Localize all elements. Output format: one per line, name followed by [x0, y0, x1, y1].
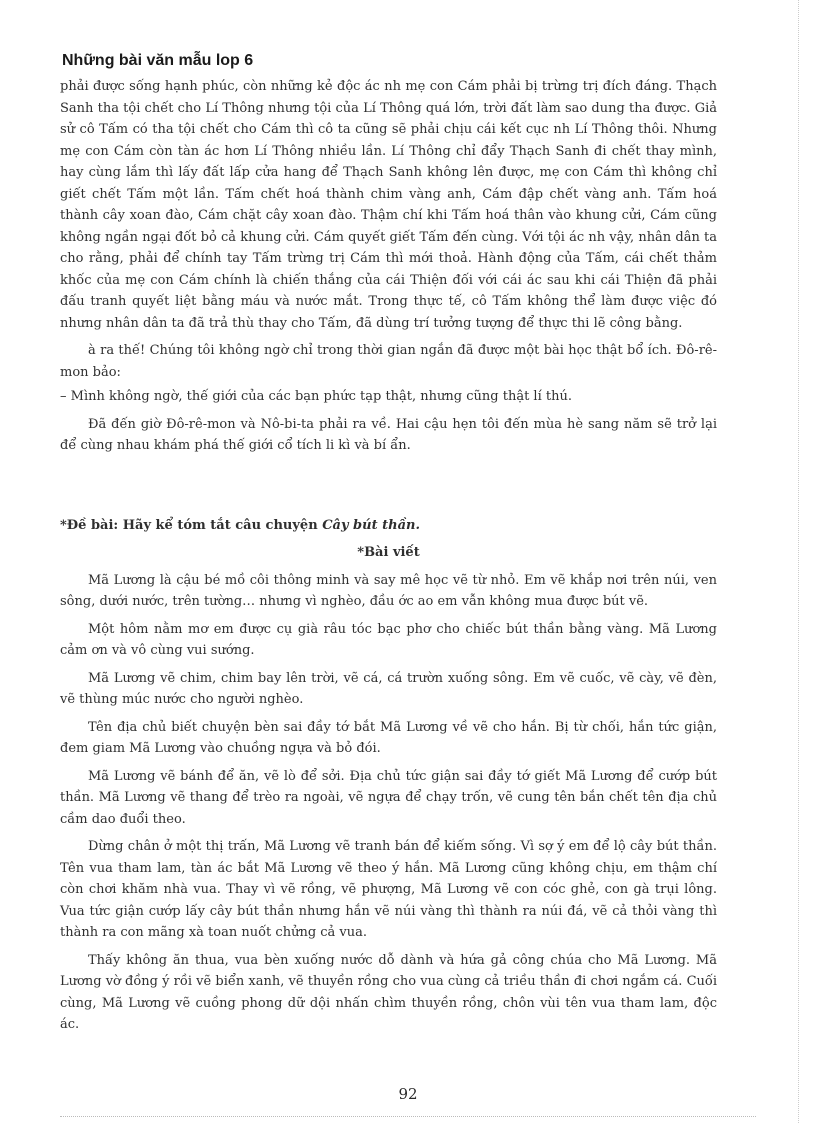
- paragraph: Mã Lương vẽ bánh để ăn, vẽ lò để sởi. Địa chủ tức giận sai đầy tớ giết Mã Lương để cướp bút thần. Mã Lương vẽ thang để trèo ra ngoài, vẽ ngựa để chạy trốn, vẽ cung tên bắn chết tên địa chủ cầm dao đuổi theo.: [60, 768, 717, 827]
- essay-subtitle: *Bài viết: [357, 545, 420, 560]
- paragraph: Mã Lương là cậu bé mồ côi thông minh và say mê học vẽ từ nhỏ. Em vẽ khắp nơi trên núi, ven sông, dưới nước, trên tường… nhưng vì nghèo, đầu ớc ao em vẫn không mua được bút vẽ.: [60, 572, 717, 609]
- page-right-border: [798, 0, 799, 1123]
- assignment-prompt: [60, 515, 717, 537]
- story-title: Cây bút thần.: [322, 517, 420, 533]
- paragraph: Một hôm nằm mơ em được cụ già râu tóc bạc phơ cho chiếc bút thần bằng vàng. Mã Lương cảm ơn và vô cùng vui sướng.: [60, 621, 717, 658]
- page-body: [60, 76, 717, 1036]
- paragraph: Tên địa chủ biết chuyện bèn sai đầy tớ bắt Mã Lương về vẽ cho hắn. Bị từ chối, hắn tức giận, đem giam Mã Lương vào chuồng ngựa và bỏ đói.: [60, 719, 717, 756]
- document-header: Những bài văn mẫu lop 6: [62, 52, 254, 69]
- dialogue-line: – Mình không ngờ, thế giới của các bạn phức tạp thật, nhưng cũng thật lí thú.: [60, 389, 572, 404]
- page-bottom-border: [60, 1116, 756, 1117]
- paragraph: Thấy không ăn thua, vua bèn xuống nước dỗ dành và hứa gả công chúa cho Mã Lương. Mã Lương vờ đồng ý rồi vẽ biển xanh, vẽ thuyền rồng cho vua cùng cả triều thần đi chơi ngắm cá. Cuối cùng, Mã Lương vẽ cuồng phong dữ dội nhấn chìm thuyền rồng, chôn vùi tên vua tham lam, độc ác.: [60, 952, 717, 1032]
- paragraph: Đã đến giờ Đô-rê-mon và Nô-bi-ta phải ra về. Hai cậu hẹn tôi đến mùa hè sang năm sẽ trở lại để cùng nhau khám phá thế giới cổ tích li kì và bí ẩn.: [60, 416, 717, 453]
- paragraph: à ra thế! Chúng tôi không ngờ chỉ trong thời gian ngắn đã được một bài học thật bổ ích. Đô-rê-mon bảo:: [60, 343, 717, 380]
- page-number: 92: [398, 1085, 418, 1103]
- paragraph: Mã Lương vẽ chim, chim bay lên trời, vẽ cá, cá trườn xuống sông. Em vẽ cuốc, vẽ cày, vẽ đèn, vẽ thùng múc nước cho người nghèo.: [60, 670, 717, 707]
- paragraph: phải được sống hạnh phúc, còn những kẻ độc ác nh mẹ con Cám phải bị trừng trị đích đáng. Thạch Sanh tha tội chết cho Lí Thông nhưng tội của Lí Thông quá lớn, trời đất làm sao dung tha được. Giả sử cô Tấm có tha tội chết cho Cám thì cô ta cũng sẽ phải chịu cái kết cục nh Lí Thông thôi. Nhưng mẹ con Cám còn tàn ác hơn Lí Thông nhiều lần. Lí Thông chỉ đẩy Thạch Sanh đi chết thay mình, hay cùng lắm thì lấy đất lấp cửa hang để Thạch Sanh không lên được, mẹ con Cám thì không chỉ giết chết Tấm một lần. Tấm chết hoá thành chim vàng anh, Cám đập chết vàng anh. Tấm hoá thành cây xoan đào, Cám chặt cây xoan đào. Thậm chí khi Tấm hoá thân vào khung cửi, Cám cũng không ngần ngại đốt bỏ cả khung cửi. Cám quyết giết Tấm đến cùng. Với tội ác nh vậy, nhân dân ta cho rằng, phải để chính tay Tấm trừng trị Cám thì mới thoả. Hành động của Tấm, cái chết thảm khốc của mẹ con Cám chính là chiến thắng của cái Thiện đối với cái ác sau khi cái Thiện đã phải đấu tranh quyết liệt bằng máu và nước mắt. Trong thực tế, cô Tấm không thể làm được việc đó nhưng nhân dân ta đã trả thù thay cho Tấm, đã dùng trí tưởng tượng để thực thi lẽ công bằng.: [60, 79, 717, 331]
- paragraph: Dừng chân ở một thị trấn, Mã Lương vẽ tranh bán để kiếm sống. Vì sợ ý em để lộ cây bút thần. Tên vua tham lam, tàn ác bắt Mã Lương vẽ theo ý hắn. Mã Lương cũng không chịu, em thậm chí còn chơi khăm nhà vua. Thay vì vẽ rồng, vẽ phượng, Mã Lương vẽ con cóc ghẻ, con gà trụi lông. Vua tức giận cướp lấy cây bút thần nhưng hắn vẽ núi vàng thì thành ra núi đá, vẽ cả thỏi vàng thì thành ra con mãng xà toan nuốt chửng cả vua.: [60, 839, 717, 940]
- prompt-label: *Đề bài: Hãy kể tóm tắt câu chuyện: [60, 517, 323, 533]
